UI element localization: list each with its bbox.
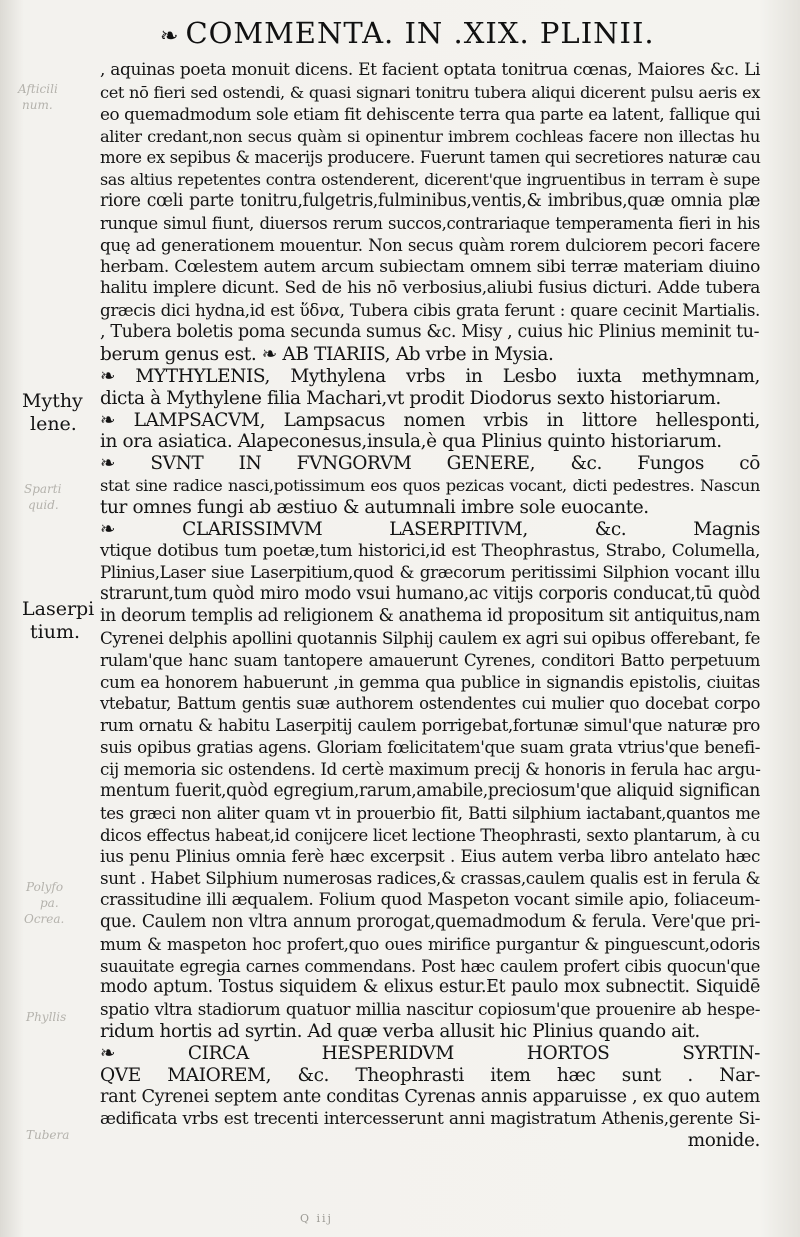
text-line: rant Cyrenei septem ante conditas Cyrenas annis apparuisse , ex quo autem	[100, 1086, 760, 1107]
text-line: ædificata vrbs est trecenti intercesserunt anni magistratum Athenis,gerente Si-	[100, 1108, 760, 1129]
text-line: rulam'que hanc suam tantopere amauerunt Cyrenes, conditori Batto perpetuum	[100, 649, 760, 670]
text-line: ius penu Plinius omnia ferè hæc excerpsit . Eius autem verba libro antelato hæc	[100, 846, 760, 867]
margin-note-laserpitium: Laserpi tium.	[22, 598, 95, 643]
text-line: Cyrenei delphis apollini quotannis Silphij caulem ex agri sui opibus offerebant, fe	[100, 627, 760, 648]
text-line: mentum fuerit,quòd egregium,rarum,amabile,preciosum'que aliquid significan	[100, 780, 760, 801]
text-line: ❧ SVNT IN FVNGORVM GENERE, &c. Fungos cō	[100, 453, 760, 475]
text-line: suis opibus gratias agens. Gloriam fœlicitatem'que suam grata vtrius'que benefi-	[100, 737, 760, 758]
bleed-note: Sparti	[24, 482, 62, 496]
text-line: stat sine radice nasci,potissimum eos quos pezicas vocant, dicti pedestres. Nascun	[100, 476, 760, 496]
bleed-note: Ocrea.	[24, 912, 65, 926]
text-line: spatio vltra stadiorum quatuor millia nascitur copiosum'que prouenire ab hespe-	[100, 999, 760, 1020]
page-title: COMMENTA. IN .XIX. PLINII.	[185, 16, 655, 50]
text-line: QVE MAIOREM, &c. Theophrasti item hæc sunt . Nar-	[100, 1064, 760, 1086]
bleed-note: pa.	[40, 896, 59, 910]
fleuron-icon: ❧	[160, 24, 180, 49]
text-line: ❧ CLARISSIMVM LASERPITIVM, &c. Magnis	[100, 518, 760, 540]
text-line: in ora asiatica. Alapeconesus,insula,è qua Plinius quinto historiarum.	[100, 431, 722, 453]
text-line: ❧ MYTHYLENIS, Mythylena vrbs in Lesbo iuxta methymnam,	[100, 365, 760, 387]
text-line: monide.	[687, 1130, 760, 1152]
text-line: in deorum templis ad religionem & anathema id propositum sit antiquitus,nam	[100, 606, 760, 627]
text-line: quę ad generationem mouentur. Non secus quàm rorem dulciorem pecori facere	[100, 234, 760, 255]
text-line: rum ornatu & habitu Laserpitij caulem porrigebat,fortunæ simul'que naturæ pro	[100, 715, 760, 736]
text-line: herbam. Cœlestem autem arcum subiectam omnem sibi terræ materiam diuino	[100, 256, 760, 277]
text-line: modo aptum. Tostus siquidem & elixus estur.Et paulo mox subnectit. Siquidē	[100, 977, 760, 998]
text-line: sas altius repetentes contra ostenderent, dicerent'que ingruentibus in terram è supe	[100, 170, 760, 190]
text-line: aliter credant,non secus quàm si opinentur imbrem cochleas facere non illectas hu	[100, 126, 760, 146]
text-line: mum & maspeton hoc profert,quo oues mirifice purgantur & pinguescunt,odoris	[100, 933, 760, 954]
bleed-note: Tubera	[26, 1128, 70, 1142]
main-text	[100, 60, 760, 1152]
text-line: que. Caulem non vltra annum prorogat,quemadmodum & ferula. Vere'que pri-	[100, 911, 760, 932]
bleed-note: quid.	[28, 498, 59, 512]
text-line: crassitudine illi æqualem. Folium quod Maspeton vocant simile apio, foliaceum-	[100, 890, 760, 911]
running-header	[160, 16, 760, 56]
text-line: cij memoria sic ostendens. Id certè maximum precij & honoris in ferula hac argu-	[100, 759, 761, 779]
text-line: vtebatur, Battum gentis suæ authorem ostendentes cui mulier quo docebat corpo	[100, 694, 760, 714]
text-line: riore cœli parte tonitru,fulgetris,fulminibus,ventis,& imbribus,quæ omnia plæ	[100, 191, 760, 212]
text-line: cum ea honorem habuerunt ,in gemma qua publice in signandis epistolis, ciuitas	[100, 671, 760, 692]
text-line: , aquinas poeta monuit dicens. Et facient optata tonitrua cœnas, Maiores &c. Li	[100, 60, 760, 80]
signature-mark: Q iij	[300, 1212, 333, 1225]
text-line: , Tubera boletis poma secunda sumus &c. Misy , cuius hic Plinius meminit tu-	[100, 322, 760, 343]
text-line: ❧ CIRCA HESPERIDVM HORTOS SYRTIN-	[100, 1042, 760, 1064]
text-line: dicos effectus habeat,id conijcere licet lectione Theophrasti, sexto plantarum, à cu	[100, 825, 760, 845]
bleed-note: num.	[22, 98, 53, 112]
text-line: vtique dotibus tum poetæ,tum historici,id est Theophrastus, Strabo, Columella,	[100, 540, 760, 561]
text-line: runque simul fiunt, diuersos rerum succos,contrariaque temperamenta fieri in his	[100, 213, 760, 233]
text-line: cet nō fieri sed ostendi, & quasi signari tonitru tubera aliqui dicerent pulsu aeris ex	[100, 82, 760, 102]
text-line: græcis dici hydna,id est ὕδνα, Tubera cibis grata ferunt : quare cecinit Martialis.	[100, 300, 760, 321]
bleed-note: Polyfo	[26, 880, 64, 894]
text-line: tur omnes fungi ab æstiuo & autumnali imbre sole euocante.	[100, 496, 649, 518]
bleed-note: Afticili	[18, 82, 58, 96]
text-line: dicta à Mythylene filia Machari,vt prodit Diodorus sexto historiarum.	[100, 387, 721, 409]
bleed-note: Phyllis	[26, 1010, 67, 1024]
text-line: ❧ LAMPSACVM, Lampsacus nomen vrbis in littore hellesponti,	[100, 409, 760, 431]
text-line: tes græci non aliter quam vt in prouerbio fit, Batti silphium iactabant,quantos me	[100, 803, 760, 823]
text-line: Plinius,Laser siue Laserpitium,quod & græcorum peritissimi Silphion vocant illu	[100, 562, 760, 583]
text-line: suauitate egregia carnes commendans. Post hæc caulem profert cibis quocun'que	[100, 956, 760, 976]
text-line: more ex sepibus & macerijs producere. Fuerunt tamen qui secretiores naturæ cau	[100, 148, 761, 168]
text-line: sunt . Habet Silphium numerosas radices,& crassas,caulem qualis est in ferula &	[100, 868, 760, 889]
text-line: berum genus est. ❧ AB TIARIIS, Ab vrbe in Mysia.	[100, 343, 554, 365]
text-line: eo quemadmodum sole etiam fit dehiscente terra qua parte ea latent, fallique qui	[100, 103, 761, 124]
margin-note-mythylene: Mythy lene.	[22, 390, 83, 435]
text-line: strarunt,tum quòd miro modo vsui humano,ac vitijs corporis conducat,tū quòd	[100, 584, 760, 605]
text-line: halitu implere dicunt. Sed de his nō verbosius,aliubi fusius dicturi. Adde tubera	[100, 278, 760, 299]
text-line: ridum hortis ad syrtin. Ad quæ verba allusit hic Plinius quando ait.	[100, 1021, 700, 1043]
